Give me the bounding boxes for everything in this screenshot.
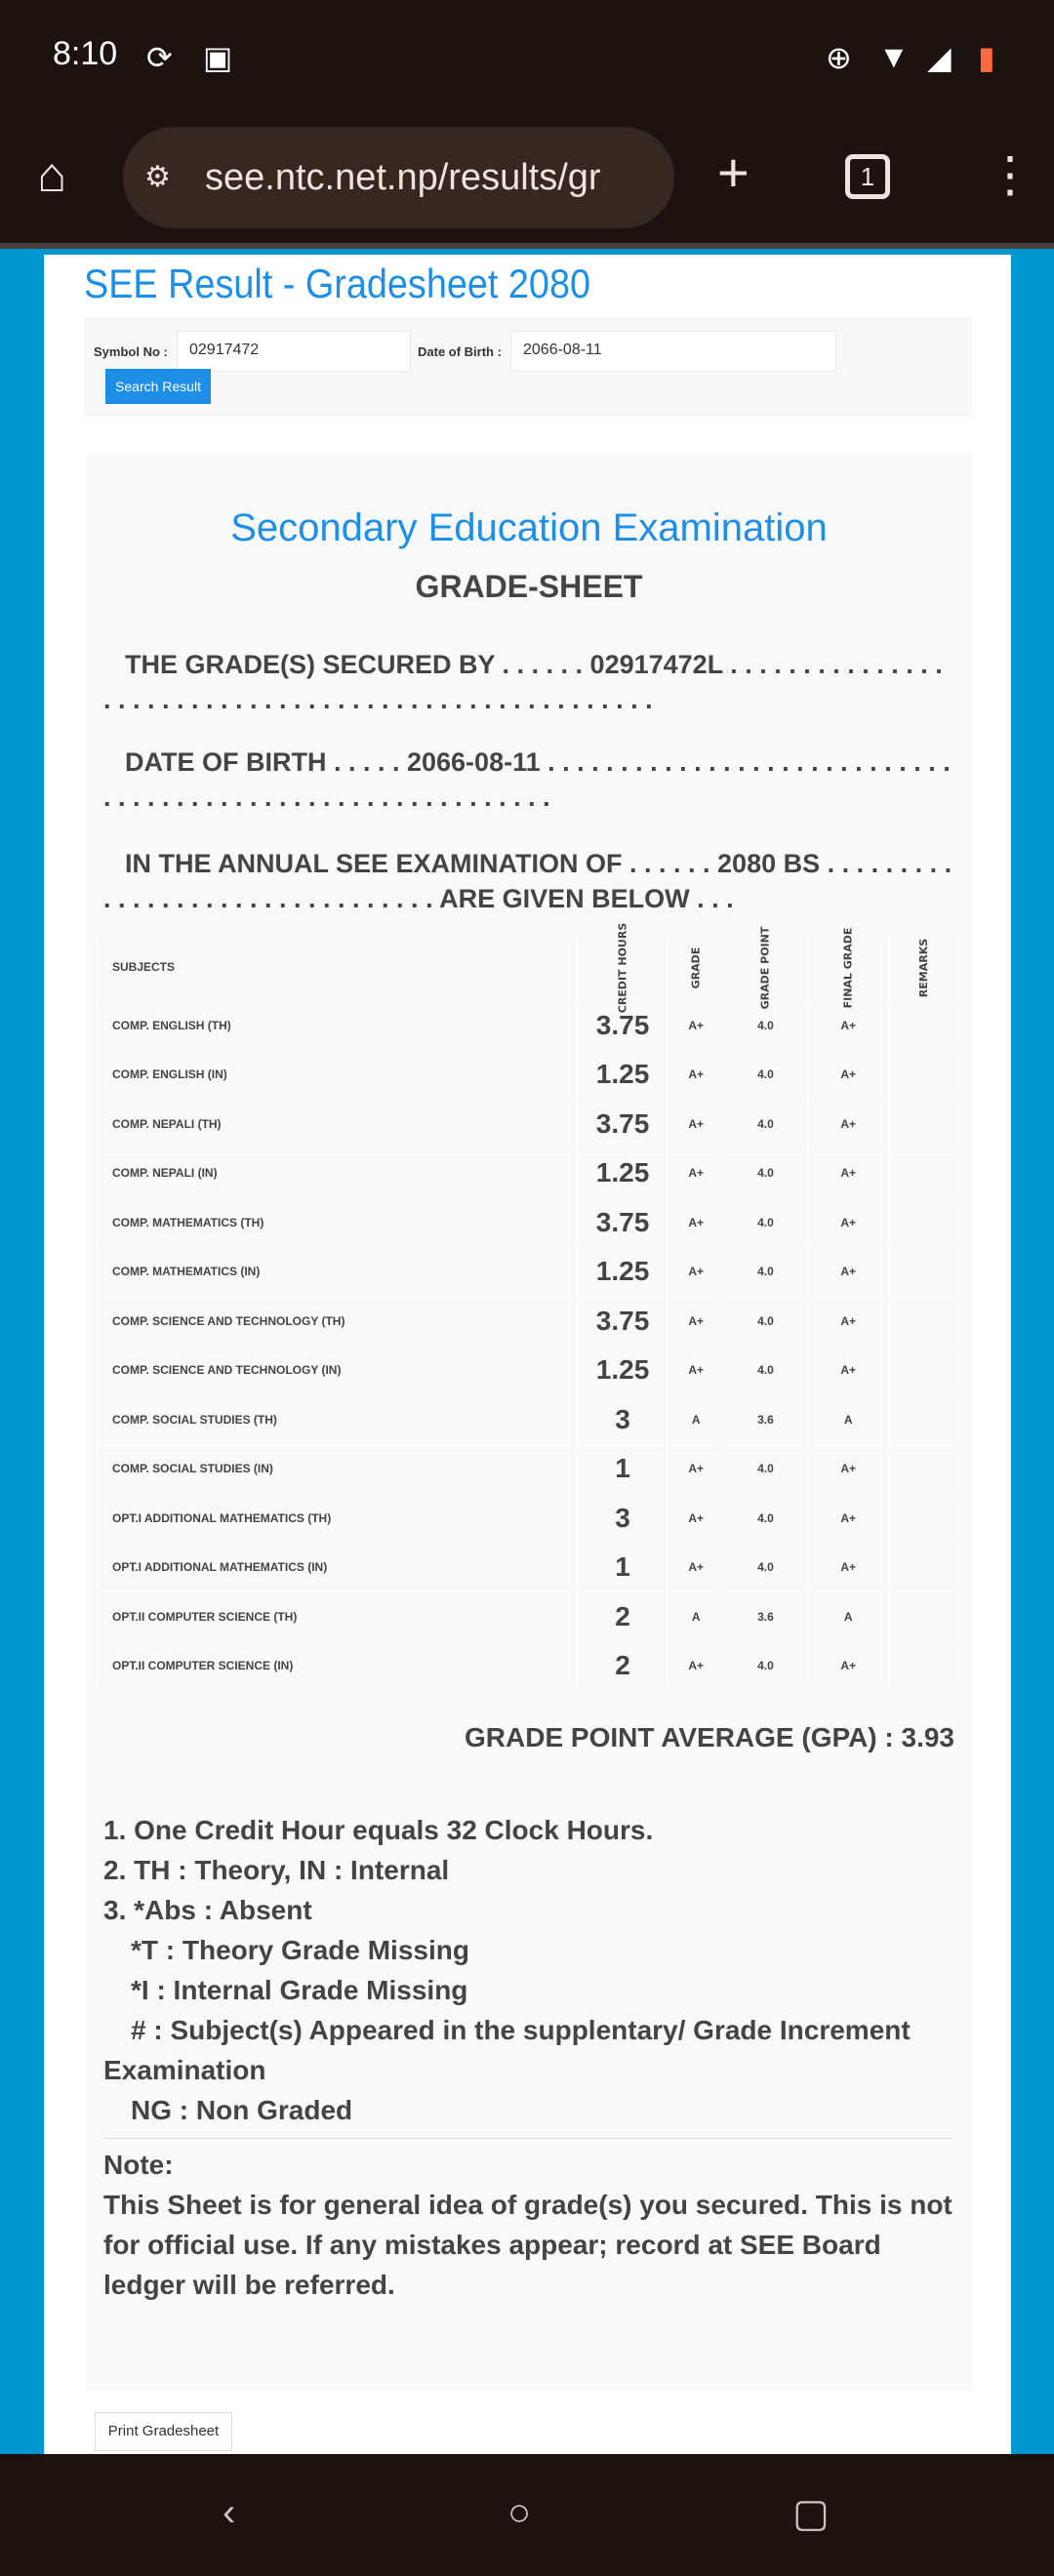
gradesheet-heading: GRADE-SHEET — [415, 569, 643, 604]
header-label: FINAL GRADE — [841, 927, 855, 1008]
table-row — [99, 1346, 959, 1395]
signal-icon: ◢ — [927, 40, 952, 75]
table-row — [99, 1001, 959, 1051]
cell-grade: A — [669, 1395, 724, 1445]
header-grade-point — [724, 926, 808, 1009]
note-line: *I : Internal Grade Missing — [131, 1975, 468, 2005]
cell-remarks — [889, 1297, 958, 1347]
table-row — [99, 1297, 959, 1347]
cell-subjects: OPT.I ADDITIONAL MATHEMATICS (IN) — [99, 1543, 578, 1592]
cell-final-grade: A+ — [807, 1297, 889, 1347]
cell-grade: A+ — [669, 1148, 724, 1198]
table-row — [99, 1395, 959, 1445]
cell-grade-point: 3.6 — [724, 1592, 808, 1642]
symbol-input[interactable]: 02917472 — [177, 331, 411, 372]
cell-grade: A+ — [669, 1247, 724, 1297]
new-tab-icon[interactable]: + — [717, 141, 750, 203]
cell-final-grade: A+ — [807, 1148, 889, 1198]
cell-grade-point: 4.0 — [724, 1641, 808, 1691]
cell-credit-hours: 1.25 — [577, 1247, 669, 1297]
cell-grade-point: 4.0 — [724, 1198, 808, 1248]
cell-final-grade: A+ — [807, 1050, 889, 1100]
cell-subjects: COMP. ENGLISH (TH) — [99, 1001, 578, 1051]
cell-grade-point: 4.0 — [724, 1247, 808, 1297]
back-icon[interactable]: ‹ — [223, 2491, 236, 2534]
table-row — [99, 1050, 959, 1100]
note-line: 1. One Credit Hour equals 32 Clock Hours. — [103, 1815, 654, 1845]
cell-final-grade: A+ — [807, 1641, 889, 1691]
table-row — [99, 1247, 959, 1297]
table-row — [99, 1592, 959, 1642]
menu-icon[interactable]: ⋮ — [986, 147, 1034, 202]
site-settings-icon[interactable]: ⚙ — [144, 161, 171, 193]
cell-grade: A+ — [669, 1641, 724, 1691]
cell-credit-hours: 3 — [577, 1395, 669, 1445]
cell-grade: A+ — [669, 1346, 724, 1395]
cell-subjects: COMP. NEPALI (TH) — [99, 1100, 578, 1149]
cell-credit-hours: 1 — [577, 1543, 669, 1592]
cell-remarks — [889, 1641, 958, 1691]
cell-grade: A+ — [669, 1001, 724, 1051]
cell-grade-point: 4.0 — [724, 1494, 808, 1544]
cell-grade-point: 4.0 — [724, 1001, 808, 1051]
cell-remarks — [889, 1543, 958, 1592]
grades-table — [98, 922, 959, 1691]
cell-final-grade: A+ — [807, 1346, 889, 1395]
cell-remarks — [889, 1100, 958, 1149]
note-line: NG : Non Graded — [131, 2095, 353, 2125]
header-label: CREDIT HOURS — [616, 922, 629, 1013]
cell-grade-point: 4.0 — [724, 1444, 808, 1494]
exam-line: IN THE ANNUAL SEE EXAMINATION OF . . . . . . 2080 BS . . . . . . . . . . . . . . . . . . . . . . . . . . . . . . . . ARE GIVEN BELOW . . . — [103, 849, 953, 913]
cell-grade: A+ — [669, 1543, 724, 1592]
header-label: REMARKS — [916, 938, 930, 997]
cell-grade-point: 4.0 — [724, 1346, 808, 1395]
cell-grade-point: 4.0 — [724, 1050, 808, 1100]
cell-remarks — [889, 1346, 958, 1395]
clock: 8:10 — [53, 35, 118, 72]
note-line: *T : Theory Grade Missing — [131, 1935, 469, 1965]
header-grade — [669, 933, 724, 1001]
cell-final-grade: A — [807, 1395, 889, 1445]
note-text: This Sheet is for general idea of grade(s) you secured. This is not for official use. If any mistakes appear; record at SEE Board ledger will be referred. — [103, 2190, 953, 2300]
cell-subjects: COMP. SCIENCE AND TECHNOLOGY (IN) — [99, 1346, 578, 1395]
cell-remarks — [889, 1247, 958, 1297]
cell-remarks — [889, 1050, 958, 1100]
cell-final-grade: A+ — [807, 1198, 889, 1248]
note-line: 2. TH : Theory, IN : Internal — [103, 1855, 450, 1885]
table-row — [99, 1100, 959, 1149]
header-credit-hours — [577, 922, 669, 1013]
battery-icon: ▮ — [978, 40, 995, 75]
header-subjects — [99, 933, 578, 1001]
print-gradesheet-button[interactable]: Print Gradesheet — [95, 2412, 232, 2451]
note-title: Note: — [103, 2150, 174, 2180]
content-card — [44, 255, 1011, 2454]
cell-subjects: COMP. SOCIAL STUDIES (IN) — [99, 1444, 578, 1494]
cell-remarks — [889, 1001, 958, 1051]
cell-remarks — [889, 1494, 958, 1544]
notes — [103, 1810, 953, 2305]
table-row — [99, 1148, 959, 1198]
cell-final-grade: A+ — [807, 1494, 889, 1544]
browser-toolbar — [0, 127, 1054, 249]
dob-line: DATE OF BIRTH . . . . . 2066-08-11 . . . . . . . . . . . . . . . . . . . . . . . . . . . . . . . . . . . . . . . . . . . . . . . . . . . . . . . . . . . — [103, 747, 951, 812]
cell-subjects: COMP. NEPALI (IN) — [99, 1148, 578, 1198]
cell-final-grade: A+ — [807, 1247, 889, 1297]
note-line: # : Subject(s) Appeared in the supplentary/ Grade Increment Examination — [103, 2015, 911, 2085]
cell-grade-point: 4.0 — [724, 1148, 808, 1198]
cell-credit-hours: 3 — [577, 1494, 669, 1544]
recents-icon[interactable]: ▢ — [792, 2492, 830, 2535]
cell-grade: A+ — [669, 1198, 724, 1248]
tab-switcher-button[interactable]: 1 — [845, 154, 890, 199]
cell-subjects: OPT.I ADDITIONAL MATHEMATICS (TH) — [99, 1494, 578, 1544]
status-bar — [0, 0, 1054, 127]
cell-remarks — [889, 1395, 958, 1445]
header-label: GRADE — [689, 946, 703, 988]
table-row — [99, 1494, 959, 1544]
grade-sheet — [86, 454, 972, 2391]
cell-grade-point: 4.0 — [724, 1297, 808, 1347]
header-remarks — [889, 933, 958, 1001]
home-button-icon[interactable]: ○ — [507, 2491, 532, 2534]
cell-credit-hours: 3.75 — [577, 1297, 669, 1347]
cell-subjects: COMP. ENGLISH (IN) — [99, 1050, 578, 1100]
screen-rotate-icon: ⟳ — [146, 40, 173, 75]
cell-grade-point: 4.0 — [724, 1543, 808, 1592]
cell-credit-hours: 2 — [577, 1592, 669, 1642]
header-label: SUBJECTS — [112, 959, 176, 974]
address-bar[interactable] — [123, 127, 674, 228]
cell-grade-point: 3.6 — [724, 1395, 808, 1445]
navigation-bar — [0, 2454, 1054, 2576]
table-row — [99, 1641, 959, 1691]
cell-grade: A+ — [669, 1100, 724, 1149]
dob-label: Date of Birth : — [418, 344, 502, 359]
cell-remarks — [889, 1444, 958, 1494]
cell-remarks — [889, 1198, 958, 1248]
cell-credit-hours: 3.75 — [577, 1100, 669, 1149]
header-final-grade — [807, 927, 889, 1008]
cell-grade: A+ — [669, 1444, 724, 1494]
cell-grade-point: 4.0 — [724, 1100, 808, 1149]
cell-final-grade: A+ — [807, 1444, 889, 1494]
symbol-label: Symbol No : — [94, 344, 168, 359]
home-icon[interactable]: ⌂ — [37, 147, 67, 202]
table-row — [99, 1198, 959, 1248]
search-form — [84, 317, 972, 417]
header-label: GRADE POINT — [758, 926, 772, 1009]
gpa: GRADE POINT AVERAGE (GPA) : 3.93 — [465, 1722, 954, 1752]
cell-credit-hours: 3.75 — [577, 1001, 669, 1051]
url-text: see.ntc.net.np/results/gr — [205, 157, 601, 198]
cell-subjects: OPT.II COMPUTER SCIENCE (TH) — [99, 1592, 578, 1642]
cell-credit-hours: 1.25 — [577, 1050, 669, 1100]
cell-final-grade: A+ — [807, 1001, 889, 1051]
search-result-button[interactable]: Search Result — [105, 369, 211, 404]
cell-subjects: COMP. MATHEMATICS (TH) — [99, 1198, 578, 1248]
cell-grade: A+ — [669, 1494, 724, 1544]
cell-credit-hours: 2 — [577, 1641, 669, 1691]
note-line: 3. *Abs : Absent — [103, 1895, 312, 1925]
cell-subjects: COMP. MATHEMATICS (IN) — [99, 1247, 578, 1297]
cell-final-grade: A+ — [807, 1543, 889, 1592]
cell-credit-hours: 1.25 — [577, 1148, 669, 1198]
cell-subjects: OPT.II COMPUTER SCIENCE (IN) — [99, 1641, 578, 1691]
cell-subjects: COMP. SOCIAL STUDIES (TH) — [99, 1395, 578, 1445]
cell-credit-hours: 1 — [577, 1444, 669, 1494]
table-row — [99, 1543, 959, 1592]
cell-grade: A+ — [669, 1050, 724, 1100]
secured-by-line: THE GRADE(S) SECURED BY . . . . . . 02917472L . . . . . . . . . . . . . . . . . . . . . . . . . . . . . . . . . . . . . . . . . . . . . . . . . . . . . — [103, 650, 943, 714]
cell-credit-hours: 3.75 — [577, 1198, 669, 1248]
cell-subjects: COMP. SCIENCE AND TECHNOLOGY (TH) — [99, 1297, 578, 1347]
dob-input[interactable]: 2066-08-11 — [510, 331, 836, 372]
divider — [103, 2138, 953, 2139]
cell-grade: A+ — [669, 1297, 724, 1347]
cell-final-grade: A+ — [807, 1100, 889, 1149]
exam-heading: Secondary Education Examination — [230, 506, 828, 549]
cell-remarks — [889, 1148, 958, 1198]
device-icon: ▣ — [203, 40, 233, 75]
table-row — [99, 1444, 959, 1494]
cell-credit-hours: 1.25 — [577, 1346, 669, 1395]
wifi-icon: ▼ — [878, 39, 910, 74]
cell-final-grade: A — [807, 1592, 889, 1642]
page-title: SEE Result - Gradesheet 2080 — [84, 261, 591, 306]
cell-remarks — [889, 1592, 958, 1642]
data-saver-icon: ⊕ — [826, 40, 852, 75]
cell-grade: A — [669, 1592, 724, 1642]
